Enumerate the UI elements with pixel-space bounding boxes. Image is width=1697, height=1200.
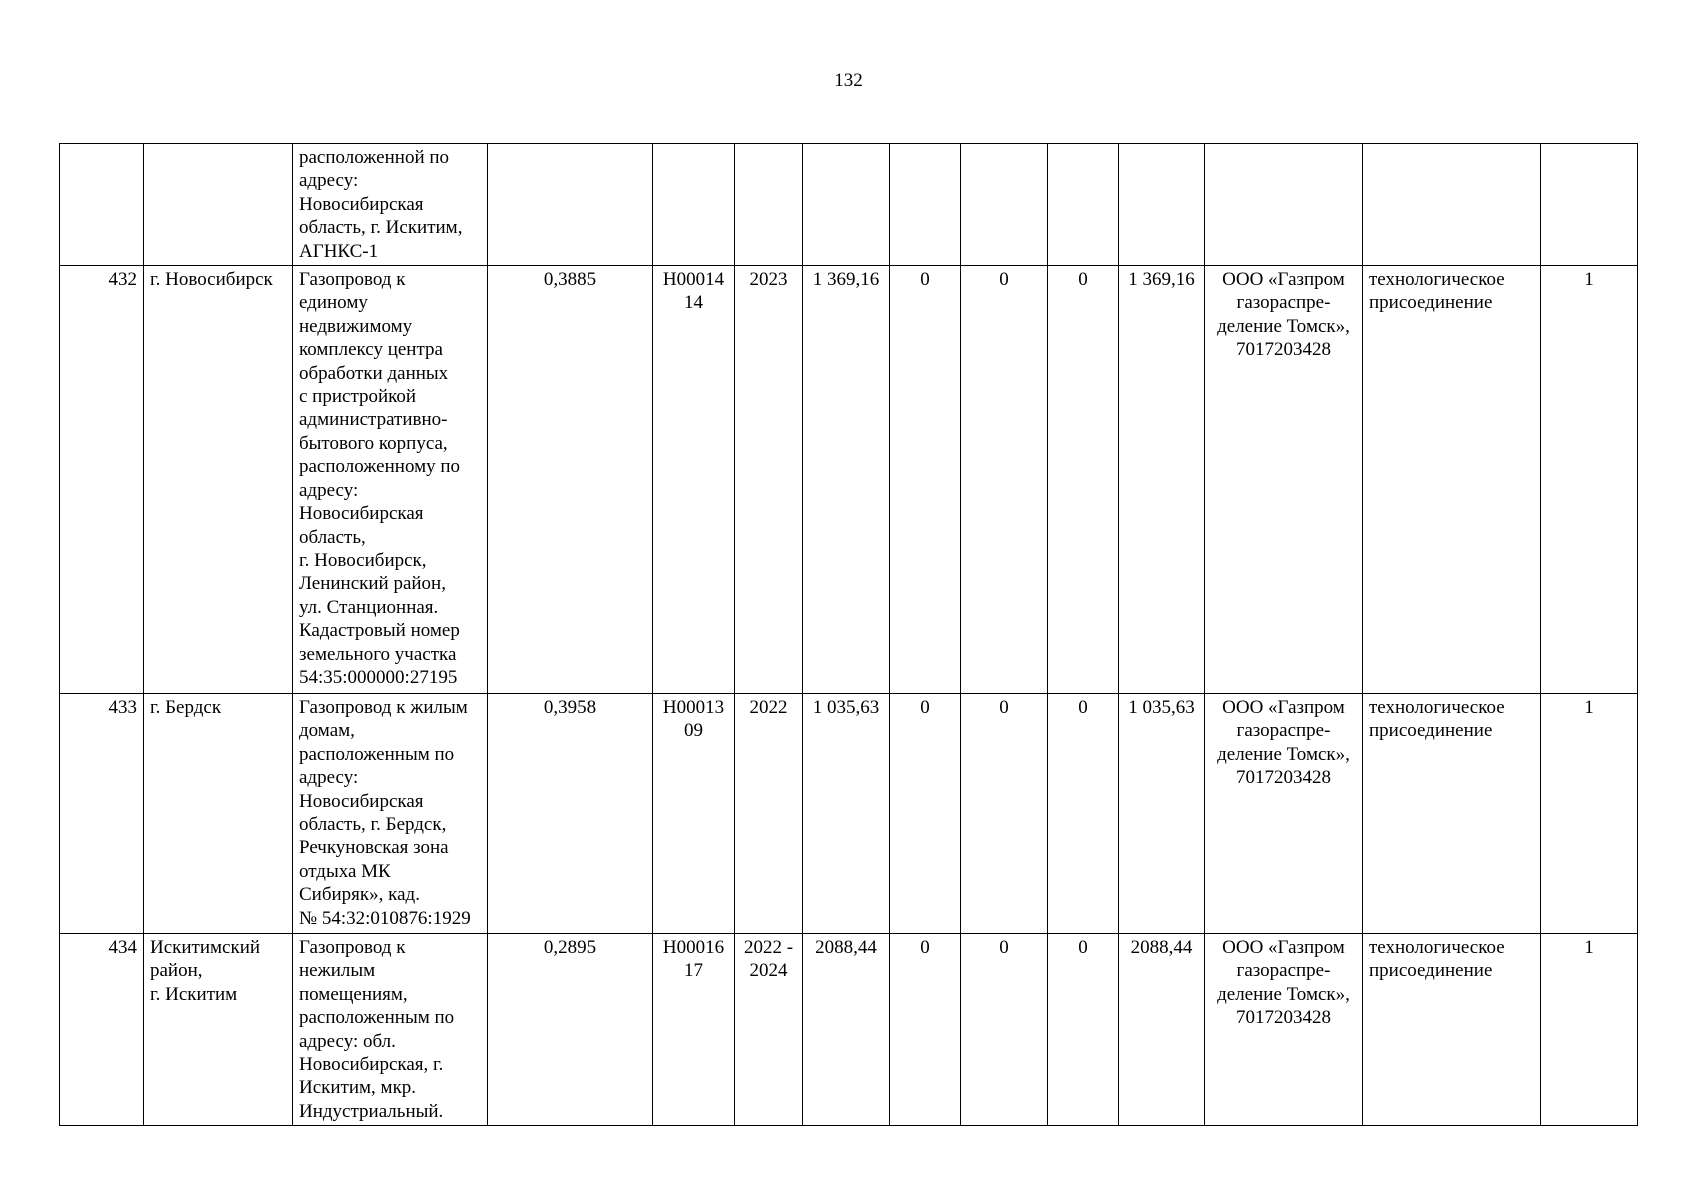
- gas-pipeline-registry-table: [59, 143, 1638, 1126]
- row-number: 432: [60, 266, 144, 694]
- total-cost-cell: [803, 144, 890, 266]
- table-row: [60, 694, 1638, 934]
- purpose-cell: технологическое присоединение: [1363, 934, 1541, 1126]
- value-cell-c: [1048, 144, 1119, 266]
- object-code-cell: Н00013 09: [653, 694, 735, 934]
- row-number: 434: [60, 934, 144, 1126]
- value-cell-c: 0: [1048, 266, 1119, 694]
- object-code-cell: [653, 144, 735, 266]
- row-number: 433: [60, 694, 144, 934]
- length-cell: 0,3885: [488, 266, 653, 694]
- total-cost-cell: 1 369,16: [803, 266, 890, 694]
- purpose-cell: технологическое присоединение: [1363, 694, 1541, 934]
- value-cell-b: 0: [961, 934, 1048, 1126]
- organization-cell: ООО «Газпром газораспре- деление Томск», 7017203428: [1205, 266, 1363, 694]
- total-cost-cell: 1 035,63: [803, 694, 890, 934]
- total-cost-cell: 2088,44: [803, 934, 890, 1126]
- table-row: [60, 266, 1638, 694]
- row-number: [60, 144, 144, 266]
- year-cell: [735, 144, 803, 266]
- organization-cell: [1205, 144, 1363, 266]
- object-code-cell: Н00016 17: [653, 934, 735, 1126]
- length-cell: 0,3958: [488, 694, 653, 934]
- location-cell: Искитимский район, г. Искитим: [144, 934, 293, 1126]
- object-description-cell: Газопровод к единому недвижимому комплексу центра обработки данных с пристройкой административно- бытового корпуса, расположенному по адресу: Новосибирская область, г. Новосибирск, Ленинский район, ул. Станционная. Кадастровый номер земельного участка 54:35:000000:27195: [293, 266, 488, 694]
- value-cell-b: 0: [961, 266, 1048, 694]
- location-cell: г. Бердск: [144, 694, 293, 934]
- purpose-cell: [1363, 144, 1541, 266]
- count-cell: 1: [1541, 694, 1638, 934]
- object-description-cell: Газопровод к нежилым помещениям, расположенным по адресу: обл. Новосибирская, г. Искитим, мкр. Индустриальный.: [293, 934, 488, 1126]
- object-code-cell: Н00014 14: [653, 266, 735, 694]
- final-cost-cell: 1 035,63: [1119, 694, 1205, 934]
- count-cell: [1541, 144, 1638, 266]
- location-cell: [144, 144, 293, 266]
- value-cell-a: [890, 144, 961, 266]
- count-cell: 1: [1541, 266, 1638, 694]
- year-cell: 2023: [735, 266, 803, 694]
- object-description-cell: Газопровод к жилым домам, расположенным по адресу: Новосибирская область, г. Бердск, Речкуновская зона отдыха МК Сибиряк», кад. № 54:32:010876:1929: [293, 694, 488, 934]
- length-cell: 0,2895: [488, 934, 653, 1126]
- value-cell-c: 0: [1048, 694, 1119, 934]
- table-row: [60, 144, 1638, 266]
- organization-cell: ООО «Газпром газораспре- деление Томск», 7017203428: [1205, 694, 1363, 934]
- page-number: 132: [834, 70, 863, 91]
- final-cost-cell: 1 369,16: [1119, 266, 1205, 694]
- organization-cell: ООО «Газпром газораспре- деление Томск», 7017203428: [1205, 934, 1363, 1126]
- value-cell-b: 0: [961, 694, 1048, 934]
- length-cell: [488, 144, 653, 266]
- object-description-cell: расположенной по адресу: Новосибирская область, г. Искитим, АГНКС-1: [293, 144, 488, 266]
- value-cell-b: [961, 144, 1048, 266]
- final-cost-cell: [1119, 144, 1205, 266]
- table-row: [60, 934, 1638, 1126]
- year-cell: 2022: [735, 694, 803, 934]
- value-cell-a: 0: [890, 266, 961, 694]
- value-cell-c: 0: [1048, 934, 1119, 1126]
- final-cost-cell: 2088,44: [1119, 934, 1205, 1126]
- location-cell: г. Новосибирск: [144, 266, 293, 694]
- value-cell-a: 0: [890, 694, 961, 934]
- year-cell: 2022 - 2024: [735, 934, 803, 1126]
- value-cell-a: 0: [890, 934, 961, 1126]
- purpose-cell: технологическое присоединение: [1363, 266, 1541, 694]
- count-cell: 1: [1541, 934, 1638, 1126]
